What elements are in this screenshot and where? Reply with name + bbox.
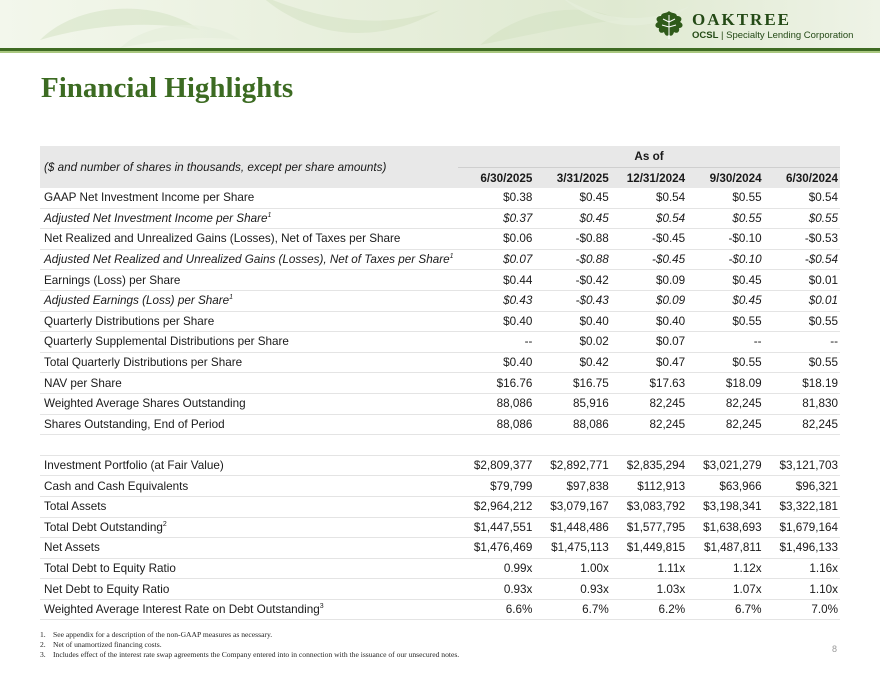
row-value: $0.06: [458, 229, 534, 250]
footnotes: [40, 630, 459, 660]
row-value: --: [458, 332, 534, 353]
row-label: [40, 311, 458, 332]
table-row: [40, 229, 840, 250]
row-label: [40, 414, 458, 435]
row-label: [40, 455, 458, 476]
row-value: $0.45: [534, 208, 610, 229]
row-label: [40, 208, 458, 229]
table-row: [40, 538, 840, 559]
row-label-text: Total Debt Outstanding: [44, 520, 163, 534]
row-label: [40, 249, 458, 270]
row-value: -$0.53: [764, 229, 840, 250]
table-row: [40, 579, 840, 600]
row-value: $0.54: [611, 208, 687, 229]
row-value: $0.55: [687, 188, 763, 208]
table-row: [40, 188, 840, 208]
row-value: 1.11x: [611, 558, 687, 579]
row-value: 82,245: [611, 414, 687, 435]
header-banner: [0, 0, 880, 48]
row-value: --: [764, 332, 840, 353]
row-value: $3,021,279: [687, 455, 763, 476]
table-row: [40, 249, 840, 270]
brand-division: | Specialty Lending Corporation: [718, 30, 854, 41]
company-logo: [652, 8, 852, 42]
row-value: 1.12x: [687, 558, 763, 579]
row-value: $0.40: [534, 311, 610, 332]
table-row: [40, 373, 840, 394]
row-value: 88,086: [458, 393, 534, 414]
row-value: $2,892,771: [534, 455, 610, 476]
row-label: [40, 517, 458, 538]
oak-leaf-icon: [652, 10, 686, 40]
footnote-marker: 1: [267, 212, 272, 219]
row-value: 85,916: [534, 393, 610, 414]
row-value: $1,496,133: [764, 538, 840, 559]
row-value: $0.45: [687, 270, 763, 291]
row-value: $0.55: [687, 352, 763, 373]
row-value: 7.0%: [764, 599, 840, 620]
footnote-item: [40, 650, 459, 660]
footnote-number: 1.: [40, 630, 46, 639]
footnote-text: See appendix for a description of the non-GAAP measures as necessary.: [53, 630, 273, 639]
row-value: $3,121,703: [764, 455, 840, 476]
row-value: 6.6%: [458, 599, 534, 620]
row-value: 1.03x: [611, 579, 687, 600]
row-value: $0.09: [611, 290, 687, 311]
table-row: [40, 270, 840, 291]
row-label: [40, 270, 458, 291]
row-label-text: Adjusted Earnings (Loss) per Share: [44, 294, 230, 308]
row-value: 82,245: [764, 414, 840, 435]
column-header-date: 6/30/2025: [458, 168, 534, 189]
row-label: [40, 393, 458, 414]
row-value: $16.76: [458, 373, 534, 394]
row-value: $0.43: [458, 290, 534, 311]
row-value: $0.01: [764, 270, 840, 291]
brand-subtitle: [692, 30, 853, 41]
row-value: $3,083,792: [611, 496, 687, 517]
row-value: $3,079,167: [534, 496, 610, 517]
table-row: [40, 476, 840, 497]
column-header-date: 3/31/2025: [534, 168, 610, 189]
table-row: [40, 208, 840, 229]
spacer-cell: [40, 435, 840, 456]
footnote-marker: 3: [319, 603, 324, 611]
table-spacer-row: [40, 435, 840, 456]
header-row-as-of: [40, 146, 840, 168]
footnote-text: Net of unamortized financing costs.: [53, 640, 162, 649]
row-label: [40, 579, 458, 600]
row-value: 88,086: [458, 414, 534, 435]
row-label: [40, 373, 458, 394]
row-value: 1.16x: [764, 558, 840, 579]
row-value: $2,964,212: [458, 496, 534, 517]
row-label: [40, 558, 458, 579]
column-header-date: 12/31/2024: [611, 168, 687, 189]
table-row: [40, 311, 840, 332]
row-value: 6.7%: [687, 599, 763, 620]
row-value: --: [687, 332, 763, 353]
footnote-item: [40, 640, 459, 650]
row-label-text: NAV per Share: [44, 376, 122, 390]
row-label: [40, 290, 458, 311]
row-value: -$0.43: [534, 290, 610, 311]
row-value: $0.40: [611, 311, 687, 332]
row-label-text: Weighted Average Interest Rate on Debt Outstanding: [44, 603, 320, 617]
row-value: 82,245: [611, 393, 687, 414]
row-label-text: Adjusted Net Realized and Unrealized Gains (Losses), Net of Taxes per Share: [44, 253, 450, 267]
row-label-text: Net Debt to Equity Ratio: [44, 582, 170, 596]
row-label-text: Earnings (Loss) per Share: [44, 273, 181, 287]
row-value: $97,838: [534, 476, 610, 497]
brand-ticker: OCSL: [692, 30, 719, 41]
row-label: [40, 599, 458, 620]
row-value: -$0.54: [764, 249, 840, 270]
page-number: 8: [832, 644, 838, 654]
row-value: -$0.88: [534, 229, 610, 250]
row-value: $0.07: [458, 249, 534, 270]
table-row: [40, 393, 840, 414]
row-label-text: Net Realized and Unrealized Gains (Losses), Net of Taxes per Share: [44, 232, 401, 246]
row-value: $3,322,181: [764, 496, 840, 517]
column-header-date: 9/30/2024: [687, 168, 763, 189]
table-row: [40, 517, 840, 538]
row-value: 1.07x: [687, 579, 763, 600]
row-value: $1,476,469: [458, 538, 534, 559]
footnote-item: [40, 630, 459, 640]
table-row: [40, 414, 840, 435]
brand-name: OAKTREE: [692, 10, 792, 29]
row-label-text: GAAP Net Investment Income per Share: [44, 191, 255, 205]
row-value: $112,913: [611, 476, 687, 497]
table-row: [40, 352, 840, 373]
row-value: $0.55: [764, 311, 840, 332]
row-value: $0.55: [687, 311, 763, 332]
row-value: $1,487,811: [687, 538, 763, 559]
row-label: [40, 538, 458, 559]
row-label: [40, 332, 458, 353]
row-value: $0.40: [458, 311, 534, 332]
row-value: $0.55: [764, 208, 840, 229]
table-row: [40, 332, 840, 353]
row-value: $2,835,294: [611, 455, 687, 476]
row-label-text: Total Quarterly Distributions per Share: [44, 356, 243, 370]
row-value: $0.54: [611, 188, 687, 208]
row-label-text: Cash and Cash Equivalents: [44, 479, 189, 493]
row-value: $0.54: [764, 188, 840, 208]
row-label-text: Total Assets: [44, 500, 107, 514]
row-value: $2,809,377: [458, 455, 534, 476]
footnote-number: 2.: [40, 640, 46, 649]
footnote-number: 3.: [40, 650, 46, 659]
row-value: $1,449,815: [611, 538, 687, 559]
row-value: $0.38: [458, 188, 534, 208]
row-value: $0.44: [458, 270, 534, 291]
row-value: $0.45: [534, 188, 610, 208]
row-label: [40, 496, 458, 517]
row-value: $18.19: [764, 373, 840, 394]
row-value: $63,966: [687, 476, 763, 497]
row-value: -$0.10: [687, 229, 763, 250]
row-value: 0.99x: [458, 558, 534, 579]
table-row: [40, 599, 840, 620]
row-value: 1.10x: [764, 579, 840, 600]
row-value: $96,321: [764, 476, 840, 497]
footnote-text: Includes effect of the interest rate swap agreements the Company entered into in connection with the issuance of our unsecured notes.: [53, 650, 460, 659]
row-value: $0.09: [611, 270, 687, 291]
row-value: $1,577,795: [611, 517, 687, 538]
table-row: [40, 558, 840, 579]
header-rule-light: [0, 51, 880, 53]
financial-highlights-table: [40, 146, 840, 620]
row-value: $0.40: [458, 352, 534, 373]
row-label-text: Shares Outstanding, End of Period: [44, 417, 225, 431]
table-row: [40, 455, 840, 476]
row-label-text: Adjusted Net Investment Income per Share: [44, 211, 268, 225]
table-row: [40, 496, 840, 517]
row-value: 6.7%: [534, 599, 610, 620]
row-label-text: Total Debt to Equity Ratio: [44, 561, 176, 575]
row-value: -$0.88: [534, 249, 610, 270]
page-title: Financial Highlights: [41, 72, 294, 104]
footnote-marker: 2: [162, 520, 167, 528]
table-body: [40, 188, 840, 620]
row-value: $0.47: [611, 352, 687, 373]
row-value: $1,679,164: [764, 517, 840, 538]
row-value: $1,447,551: [458, 517, 534, 538]
row-value: $1,638,693: [687, 517, 763, 538]
row-value: $16.75: [534, 373, 610, 394]
row-value: -$0.45: [611, 249, 687, 270]
row-value: 82,245: [687, 414, 763, 435]
row-value: 6.2%: [611, 599, 687, 620]
row-value: 0.93x: [534, 579, 610, 600]
units-note: ($ and number of shares in thousands, except per share amounts): [40, 146, 458, 188]
as-of-header: As of: [458, 146, 840, 168]
row-label-text: Investment Portfolio (at Fair Value): [44, 459, 224, 473]
row-value: $3,198,341: [687, 496, 763, 517]
footnote-marker: 1: [229, 294, 234, 302]
row-value: 1.00x: [534, 558, 610, 579]
row-value: -$0.42: [534, 270, 610, 291]
footnote-marker: 1: [449, 253, 454, 261]
row-label-text: Quarterly Supplemental Distributions per Share: [44, 335, 289, 349]
row-value: $79,799: [458, 476, 534, 497]
row-value: $17.63: [611, 373, 687, 394]
row-value: 82,245: [687, 393, 763, 414]
row-value: $0.42: [534, 352, 610, 373]
row-value: -$0.10: [687, 249, 763, 270]
row-value: $1,475,113: [534, 538, 610, 559]
row-label: [40, 476, 458, 497]
row-label-text: Quarterly Distributions per Share: [44, 314, 215, 328]
table-row: [40, 290, 840, 311]
row-label: [40, 188, 458, 208]
row-value: -$0.45: [611, 229, 687, 250]
row-label: [40, 352, 458, 373]
row-value: $0.45: [687, 290, 763, 311]
row-value: $18.09: [687, 373, 763, 394]
row-value: $0.07: [611, 332, 687, 353]
row-label: [40, 229, 458, 250]
row-value: 0.93x: [458, 579, 534, 600]
row-label-text: Net Assets: [44, 541, 100, 555]
row-value: $0.55: [764, 352, 840, 373]
row-value: $0.37: [458, 208, 534, 229]
row-value: 81,830: [764, 393, 840, 414]
row-value: $0.02: [534, 332, 610, 353]
row-value: $0.55: [687, 208, 763, 229]
row-value: $1,448,486: [534, 517, 610, 538]
row-label-text: Weighted Average Shares Outstanding: [44, 397, 246, 411]
column-header-date: 6/30/2024: [764, 168, 840, 189]
row-value: $0.01: [764, 290, 840, 311]
row-value: 88,086: [534, 414, 610, 435]
